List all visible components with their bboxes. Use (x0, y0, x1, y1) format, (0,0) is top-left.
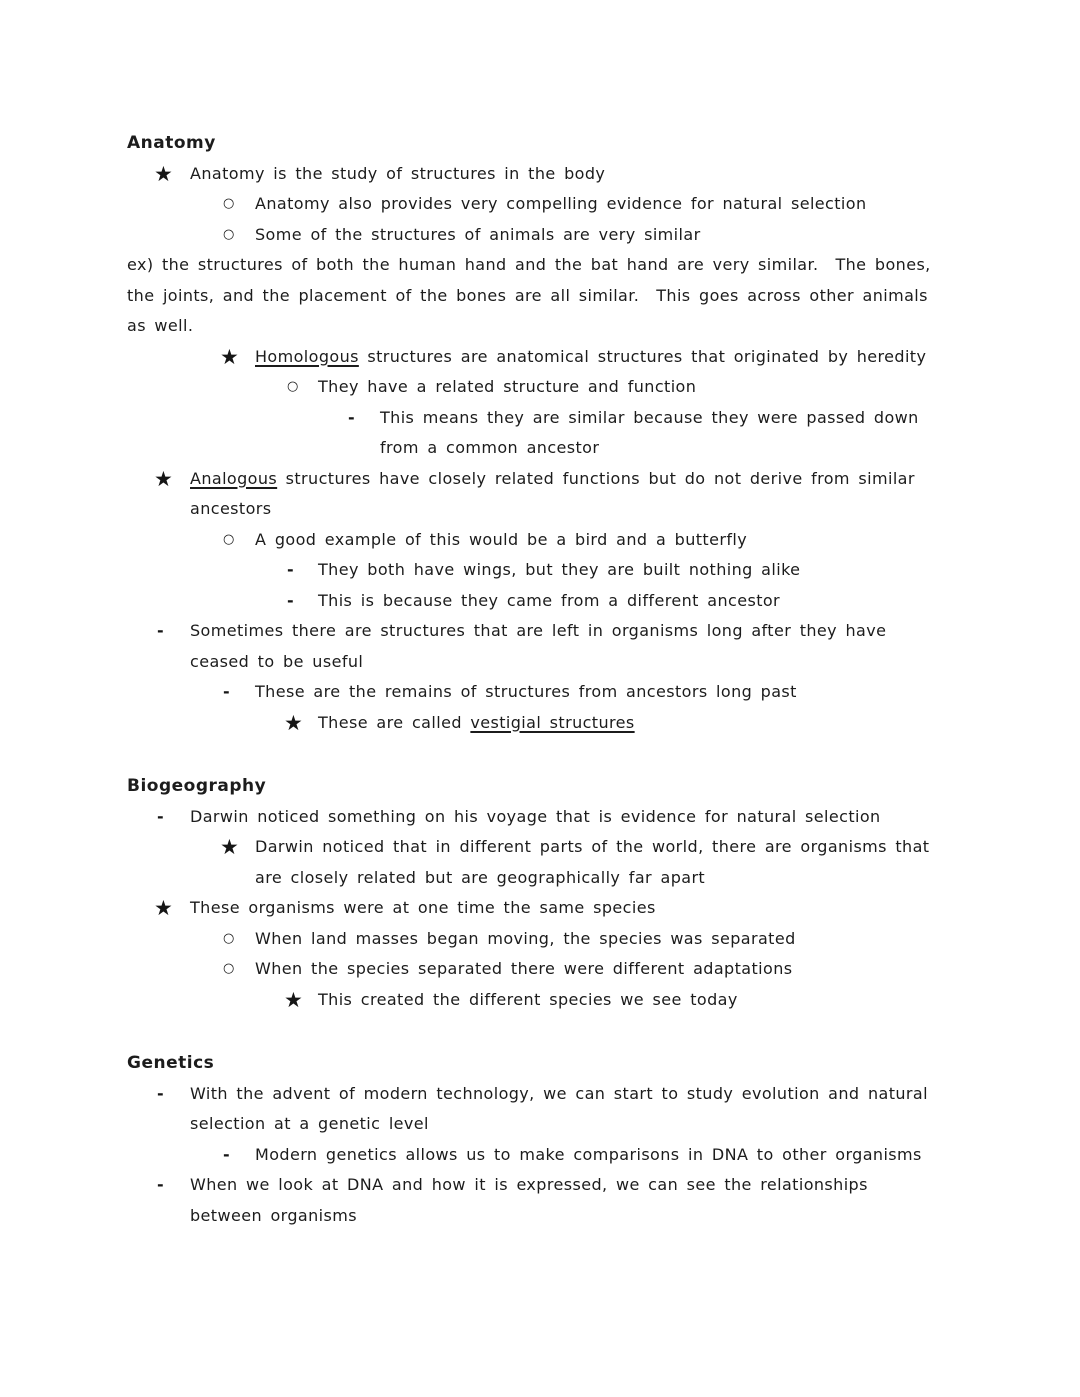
dash-bullet-icon: - (223, 682, 231, 701)
item-text: When the species separated there were different adaptations (255, 959, 793, 978)
list-item (127, 708, 942, 739)
star-bullet-icon: ★ (284, 710, 304, 735)
list-item (127, 1079, 942, 1140)
circle-bullet-icon: ○ (223, 196, 235, 211)
section-biogeography (127, 771, 942, 1015)
star-bullet-icon: ★ (220, 835, 240, 859)
item-text: ex) the structures of both the human hand and the bat hand are very similar. The bones, the joints, and the placement of the bones are all similar. This goes across other animals as well. (127, 255, 940, 335)
list-item (127, 893, 942, 924)
circle-bullet-icon: ○ (223, 226, 235, 242)
underlined-term: vestigial structures (470, 712, 635, 732)
item-text: Analogous structures have closely related functions but do not derive from similar ancestors (190, 468, 924, 518)
paragraph (127, 250, 942, 342)
list-item (127, 464, 942, 525)
list-item (127, 403, 942, 464)
circle-bullet-icon: ○ (223, 961, 235, 976)
item-text: These organisms were at one time the same species (190, 898, 656, 917)
item-text: Some of the structures of animals are very similar (255, 224, 701, 244)
dash-bullet-icon: - (157, 621, 165, 640)
item-text: This means they are similar because they were passed down from a common ancestor (380, 407, 928, 457)
item-text: Homologous structures are anatomical structures that originated by heredity (255, 346, 927, 366)
item-text: Sometimes there are structures that are left in organisms long after they have ceased to be useful (190, 621, 895, 671)
list-item (127, 372, 942, 403)
dash-bullet-icon: - (223, 1144, 231, 1164)
item-text: Anatomy is the study of structures in the body (190, 163, 606, 183)
dash-bullet-icon: - (287, 590, 295, 610)
list-item (127, 586, 942, 617)
dash-bullet-icon: - (348, 407, 356, 427)
section-genetics (127, 1048, 942, 1231)
item-text: This is because they came from a different ancestor (318, 590, 781, 610)
list-item (127, 802, 942, 833)
dash-bullet-icon: - (157, 806, 165, 826)
item-text: Darwin noticed that in different parts of the world, there are organisms that are closely related but are geographically far apart (255, 837, 938, 887)
item-text: When land masses began moving, the species was separated (255, 928, 796, 948)
item-text: These are the remains of structures from ancestors long past (255, 682, 797, 701)
dash-bullet-icon: - (157, 1175, 165, 1194)
list-item (127, 677, 942, 708)
item-text: They have a related structure and function (318, 377, 697, 396)
list-item (127, 1140, 942, 1171)
item-text: This created the different species we see today (318, 989, 738, 1009)
star-bullet-icon: ★ (284, 987, 304, 1012)
circle-bullet-icon: ○ (223, 930, 235, 946)
circle-bullet-icon: ○ (223, 531, 235, 547)
list-item (127, 342, 942, 373)
item-text: These are called vestigial structures (318, 712, 635, 732)
circle-bullet-icon: ○ (287, 379, 299, 394)
item-text: With the advent of modern technology, we can start to study evolution and natural selection at a genetic level (190, 1083, 937, 1133)
list-item (127, 525, 942, 556)
list-item (127, 832, 942, 893)
section-title: Genetics (127, 1053, 215, 1073)
document-body (127, 128, 942, 1231)
section-title: Biogeography (127, 776, 267, 796)
star-bullet-icon: ★ (154, 161, 174, 186)
list-item (127, 555, 942, 586)
star-bullet-icon: ★ (154, 466, 174, 491)
list-item (127, 189, 942, 220)
list-item (127, 954, 942, 985)
item-text: Darwin noticed something on his voyage that is evidence for natural selection (190, 806, 881, 826)
section-title: Anatomy (127, 133, 216, 153)
list-item (127, 924, 942, 955)
star-bullet-icon: ★ (220, 344, 240, 369)
item-text: They both have wings, but they are built nothing alike (318, 560, 801, 579)
item-text: A good example of this would be a bird and a butterfly (255, 529, 748, 549)
list-item (127, 616, 942, 677)
list-item (127, 159, 942, 190)
dash-bullet-icon: - (287, 560, 295, 579)
list-item (127, 1170, 942, 1231)
list-item (127, 220, 942, 251)
dash-bullet-icon: - (157, 1083, 165, 1103)
star-bullet-icon: ★ (154, 896, 174, 920)
item-text: Anatomy also provides very compelling evidence for natural selection (255, 194, 867, 213)
underlined-term: Homologous (255, 346, 359, 366)
list-item (127, 985, 942, 1016)
item-text: When we look at DNA and how it is expressed, we can see the relationships between organisms (190, 1175, 877, 1225)
item-text: Modern genetics allows us to make comparisons in DNA to other organisms (255, 1144, 922, 1164)
underlined-term: Analogous (190, 468, 278, 488)
section-anatomy (127, 128, 942, 738)
